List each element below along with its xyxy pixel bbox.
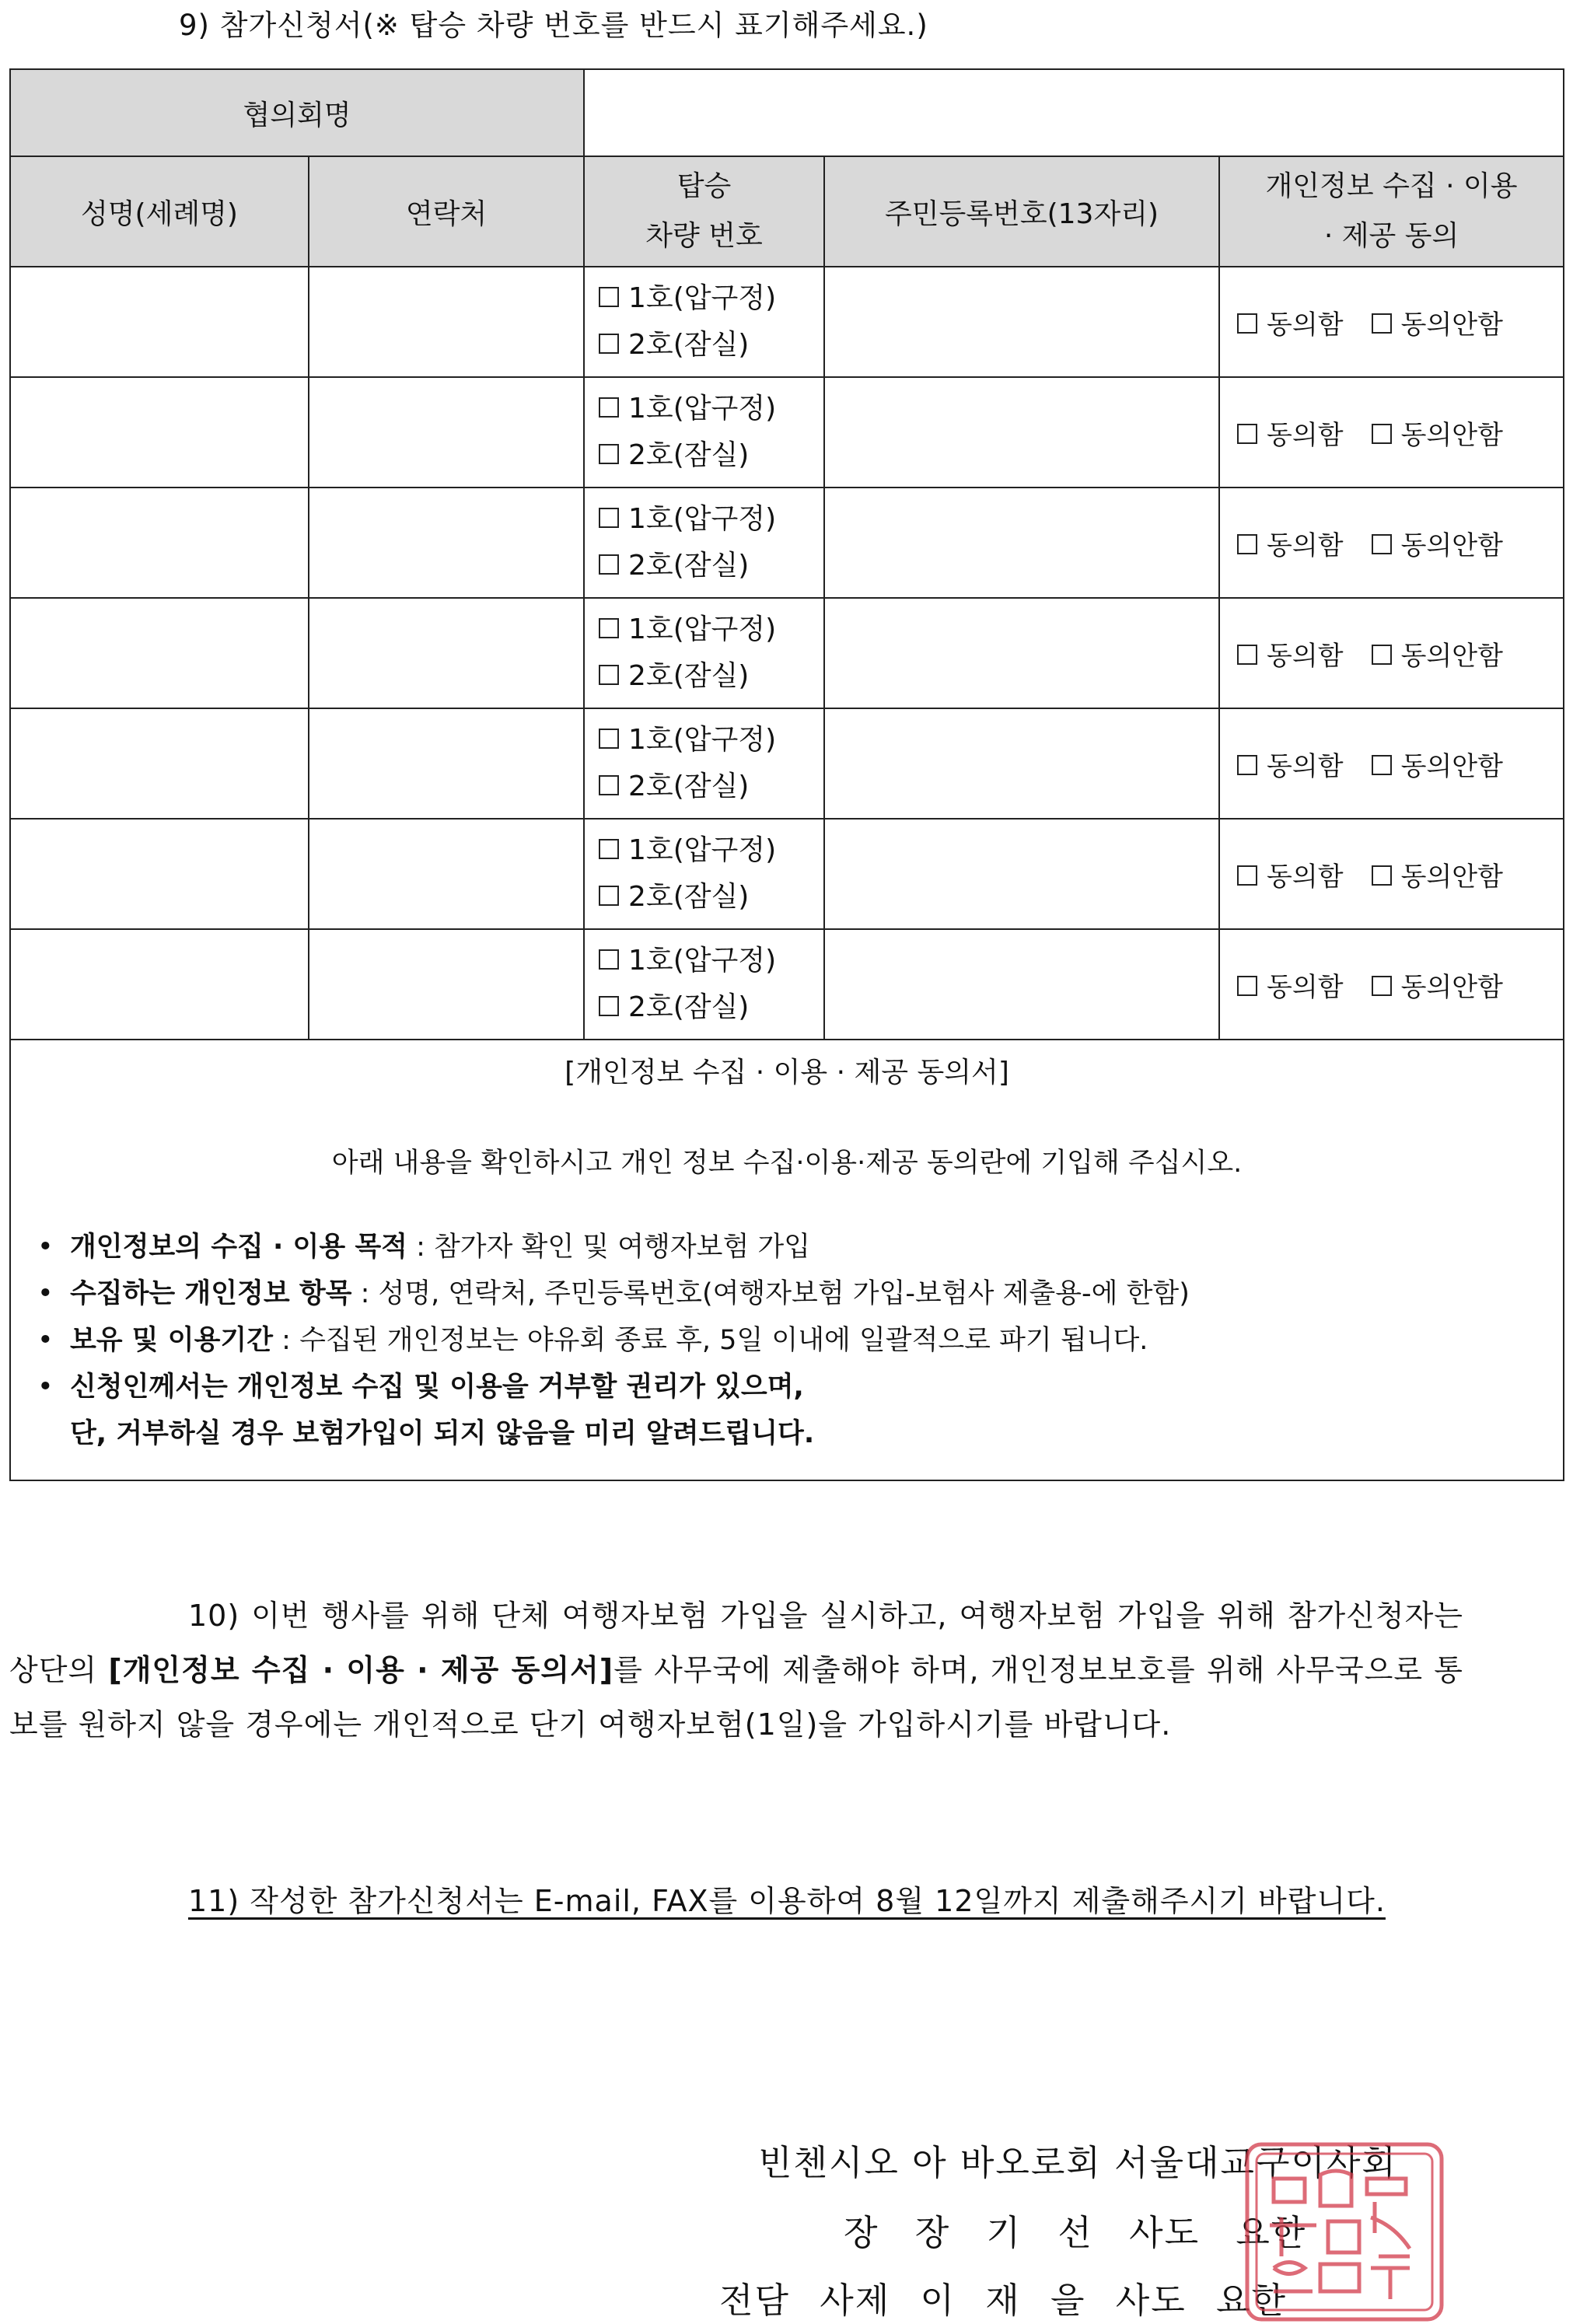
vehicle-option-label: 2호(잠실) [628,881,750,913]
applicant-row [10,377,1564,488]
checkbox-icon[interactable] [599,444,619,464]
checkbox-icon[interactable] [599,839,619,859]
name-cell[interactable] [10,929,309,1040]
consent-no-option[interactable] [1372,303,1503,341]
contact-cell[interactable] [309,929,584,1040]
consent-yes-label: 동의함 [1267,529,1344,561]
vehicle-option-1[interactable] [599,496,823,543]
paragraph-11 [9,1874,1463,1928]
checkbox-icon[interactable] [1237,645,1257,665]
signature-president: 장 장 기 선 사도 요한 [844,2212,1307,2253]
vehicle-option-1[interactable] [599,386,823,432]
checkbox-icon[interactable] [1372,865,1392,886]
name-cell[interactable] [10,819,309,929]
consent-yes-option[interactable] [1237,414,1344,452]
vehicle-option-2[interactable] [599,984,823,1031]
consent-yes-label: 동의함 [1267,640,1344,672]
checkbox-icon[interactable] [1372,534,1392,554]
signature-org: 빈첸시오 아 바오로회 서울대교구이사회 [758,2142,1397,2183]
header-name: 성명(세례명) [10,156,309,267]
consent-no-label: 동의안함 [1400,640,1503,672]
consent-yes-label: 동의함 [1267,861,1344,893]
vehicle-option-1[interactable] [599,938,823,984]
consent-no-label: 동의안함 [1400,971,1503,1003]
resident-id-cell[interactable] [824,488,1219,598]
vehicle-cell [584,819,824,929]
name-cell[interactable] [10,488,309,598]
vehicle-option-label: 2호(잠실) [628,771,750,802]
applicant-row [10,488,1564,598]
checkbox-icon[interactable] [599,334,619,354]
applicant-row [10,267,1564,377]
header-contact: 연락처 [309,156,584,267]
checkbox-icon[interactable] [1237,865,1257,886]
org-name-field[interactable] [584,69,1564,156]
consent-no-label: 동의안함 [1400,419,1503,451]
consent-no-option[interactable] [1372,745,1503,783]
contact-cell[interactable] [309,598,584,708]
vehicle-cell [584,708,824,819]
vehicle-option-label: 2호(잠실) [628,660,750,692]
vehicle-cell [584,929,824,1040]
resident-id-cell[interactable] [824,819,1219,929]
checkbox-icon[interactable] [599,775,619,795]
consent-yes-option[interactable] [1237,634,1344,673]
resident-id-cell[interactable] [824,929,1219,1040]
resident-id-cell[interactable] [824,267,1219,377]
consent-no-label: 동의안함 [1400,309,1503,341]
consent-cell [1219,377,1564,488]
official-seal-stamp [1243,2140,1446,2324]
checkbox-icon[interactable] [1237,755,1257,775]
vehicle-option-2[interactable] [599,653,823,700]
checkbox-icon[interactable] [599,949,619,970]
vehicle-option-2[interactable] [599,543,823,589]
consent-yes-option[interactable] [1237,855,1344,893]
vehicle-option-1[interactable] [599,827,823,874]
consent-no-option[interactable] [1372,634,1503,673]
name-cell[interactable] [10,598,309,708]
vehicle-option-label: 1호(압구정) [628,834,777,866]
name-cell[interactable] [10,377,309,488]
column-header-row [10,156,1564,267]
application-form-table [9,68,1564,1481]
consent-yes-option[interactable] [1237,524,1344,562]
consent-yes-label: 동의함 [1267,750,1344,782]
consent-cell [1219,819,1564,929]
applicant-row [10,929,1564,1040]
signature-chaplain: 전담 사제 이 재 을 사도 요한 [719,2280,1287,2321]
consent-no-option[interactable] [1372,414,1503,452]
checkbox-icon[interactable] [1372,313,1392,334]
vehicle-option-1[interactable] [599,717,823,764]
consent-item [37,1224,1563,1270]
header-vehicle-line2: 차량 번호 [645,220,763,252]
vehicle-option-label: 2호(잠실) [628,439,750,471]
header-vehicle [584,156,824,267]
consent-cell [1219,267,1564,377]
consent-no-option[interactable] [1372,855,1503,893]
vehicle-option-label: 1호(압구정) [628,503,777,535]
vehicle-option-label: 1호(압구정) [628,393,777,425]
checkbox-icon[interactable] [1237,534,1257,554]
vehicle-option-2[interactable] [599,432,823,479]
vehicle-cell [584,267,824,377]
consent-notice-line1: 신청인께서는 개인정보 수집 및 이용을 거부할 권리가 있으며, [70,1372,804,1403]
vehicle-option-label: 2호(잠실) [628,550,750,582]
consent-item [37,1317,1563,1364]
vehicle-option-label: 2호(잠실) [628,991,750,1023]
consent-yes-label: 동의함 [1267,419,1344,451]
consent-agreement-box [10,1040,1564,1480]
header-consent-line1: 개인정보 수집 · 이용 [1265,170,1518,202]
consent-cell [1219,929,1564,1040]
checkbox-icon[interactable] [599,618,619,638]
vehicle-option-label: 1호(압구정) [628,724,777,756]
consent-no-option[interactable] [1372,966,1503,1004]
vehicle-option-2[interactable] [599,874,823,921]
checkbox-icon[interactable] [1237,313,1257,334]
contact-cell[interactable] [309,377,584,488]
contact-cell[interactable] [309,267,584,377]
checkbox-icon[interactable] [1237,976,1257,996]
checkbox-icon[interactable] [599,508,619,528]
consent-yes-label: 동의함 [1267,309,1344,341]
applicant-row [10,598,1564,708]
checkbox-icon[interactable] [1372,424,1392,444]
para10-tail: 를 사무국에 제출해야 하며, 개인정보보호를 위해 사무국으로 통보를 원하지 않을 경우에는 개인적으로 단기 여행자보험(1일)을 가입하시기를 바랍니다. [9,1653,1463,1742]
applicant-row [10,708,1564,819]
checkbox-icon[interactable] [599,554,619,575]
consent-yes-option[interactable] [1237,745,1344,783]
checkbox-icon[interactable] [599,729,619,749]
vehicle-option-label: 1호(압구정) [628,282,777,314]
consent-items-list [11,1224,1563,1457]
checkbox-icon[interactable] [1237,424,1257,444]
org-name-label: 협의회명 [10,69,584,156]
checkbox-icon[interactable] [599,996,619,1016]
consent-title: [개인정보 수집 · 이용 · 제공 동의서] [565,1057,1009,1089]
consent-cell [1219,598,1564,708]
vehicle-cell [584,377,824,488]
vehicle-option-2[interactable] [599,764,823,810]
consent-item [37,1270,1563,1317]
para11-text: 11) 작성한 참가신청서는 E-mail, FAX를 이용하여 8월 12일까지 제출해주시기 바랍니다. [188,1884,1386,1918]
consent-item-label: 수집하는 개인정보 항목 [70,1278,352,1309]
applicant-row [10,819,1564,929]
para10-lead: 10) 이번 행사를 위해 단체 여행자보험 가입을 실시하고, 여행자보험 가입을 위해 참가신청자는 상단의 [9,1599,1463,1687]
checkbox-icon[interactable] [1372,976,1392,996]
consent-no-label: 동의안함 [1400,750,1503,782]
consent-item-label: 보유 및 이용기간 [70,1325,274,1356]
checkbox-icon[interactable] [599,665,619,685]
consent-yes-option[interactable] [1237,303,1344,341]
consent-cell [1219,708,1564,819]
checkbox-icon[interactable] [599,287,619,307]
consent-no-option[interactable] [1372,524,1503,562]
contact-cell[interactable] [309,488,584,598]
contact-cell[interactable] [309,708,584,819]
vehicle-cell [584,488,824,598]
checkbox-icon[interactable] [1372,645,1392,665]
section-9-title: 9) 참가신청서(※ 탑승 차량 번호를 반드시 표기해주세요.) [179,9,928,42]
vehicle-option-1[interactable] [599,606,823,653]
header-resident-id: 주민등록번호(13자리) [824,156,1219,267]
paragraph-10 [9,1588,1463,1752]
consent-no-label: 동의안함 [1400,529,1503,561]
header-consent-line2: · 제공 동의 [1323,220,1459,252]
consent-yes-option[interactable] [1237,966,1344,1004]
header-vehicle-line1: 탑승 [676,170,732,202]
vehicle-option-label: 2호(잠실) [628,329,750,361]
vehicle-cell [584,598,824,708]
resident-id-cell[interactable] [824,598,1219,708]
consent-cell [1219,488,1564,598]
consent-yes-label: 동의함 [1267,971,1344,1003]
checkbox-icon[interactable] [1372,755,1392,775]
consent-notice [37,1364,1563,1457]
resident-id-cell[interactable] [824,708,1219,819]
name-cell[interactable] [10,708,309,819]
contact-cell[interactable] [309,819,584,929]
vehicle-option-1[interactable] [599,275,823,322]
consent-intro: 아래 내용을 확인하시고 개인 정보 수집·이용·제공 동의란에 기입해 주십시오. [331,1148,1243,1179]
consent-item-text: : 수집된 개인정보는 야유회 종료 후, 5일 이내에 일괄적으로 파기 됩니다. [273,1325,1148,1356]
checkbox-icon[interactable] [599,886,619,906]
vehicle-option-label: 1호(압구정) [628,945,777,977]
resident-id-cell[interactable] [824,377,1219,488]
consent-no-label: 동의안함 [1400,861,1503,893]
consent-item-label: 개인정보의 수집 · 이용 목적 [70,1232,407,1263]
consent-item-text: : 참가자 확인 및 여행자보험 가입 [407,1232,811,1263]
name-cell[interactable] [10,267,309,377]
vehicle-option-label: 1호(압구정) [628,613,777,645]
consent-item-text: : 성명, 연락처, 주민등록번호(여행자보험 가입-보험사 제출용-에 한함) [351,1278,1190,1309]
header-consent [1219,156,1564,267]
checkbox-icon[interactable] [599,397,619,418]
consent-notice-line2: 단, 거부하실 경우 보험가입이 되지 않음을 미리 알려드립니다. [70,1418,815,1449]
para10-bold: [개인정보 수집 · 이용 · 제공 동의서] [108,1653,614,1687]
vehicle-option-2[interactable] [599,322,823,369]
